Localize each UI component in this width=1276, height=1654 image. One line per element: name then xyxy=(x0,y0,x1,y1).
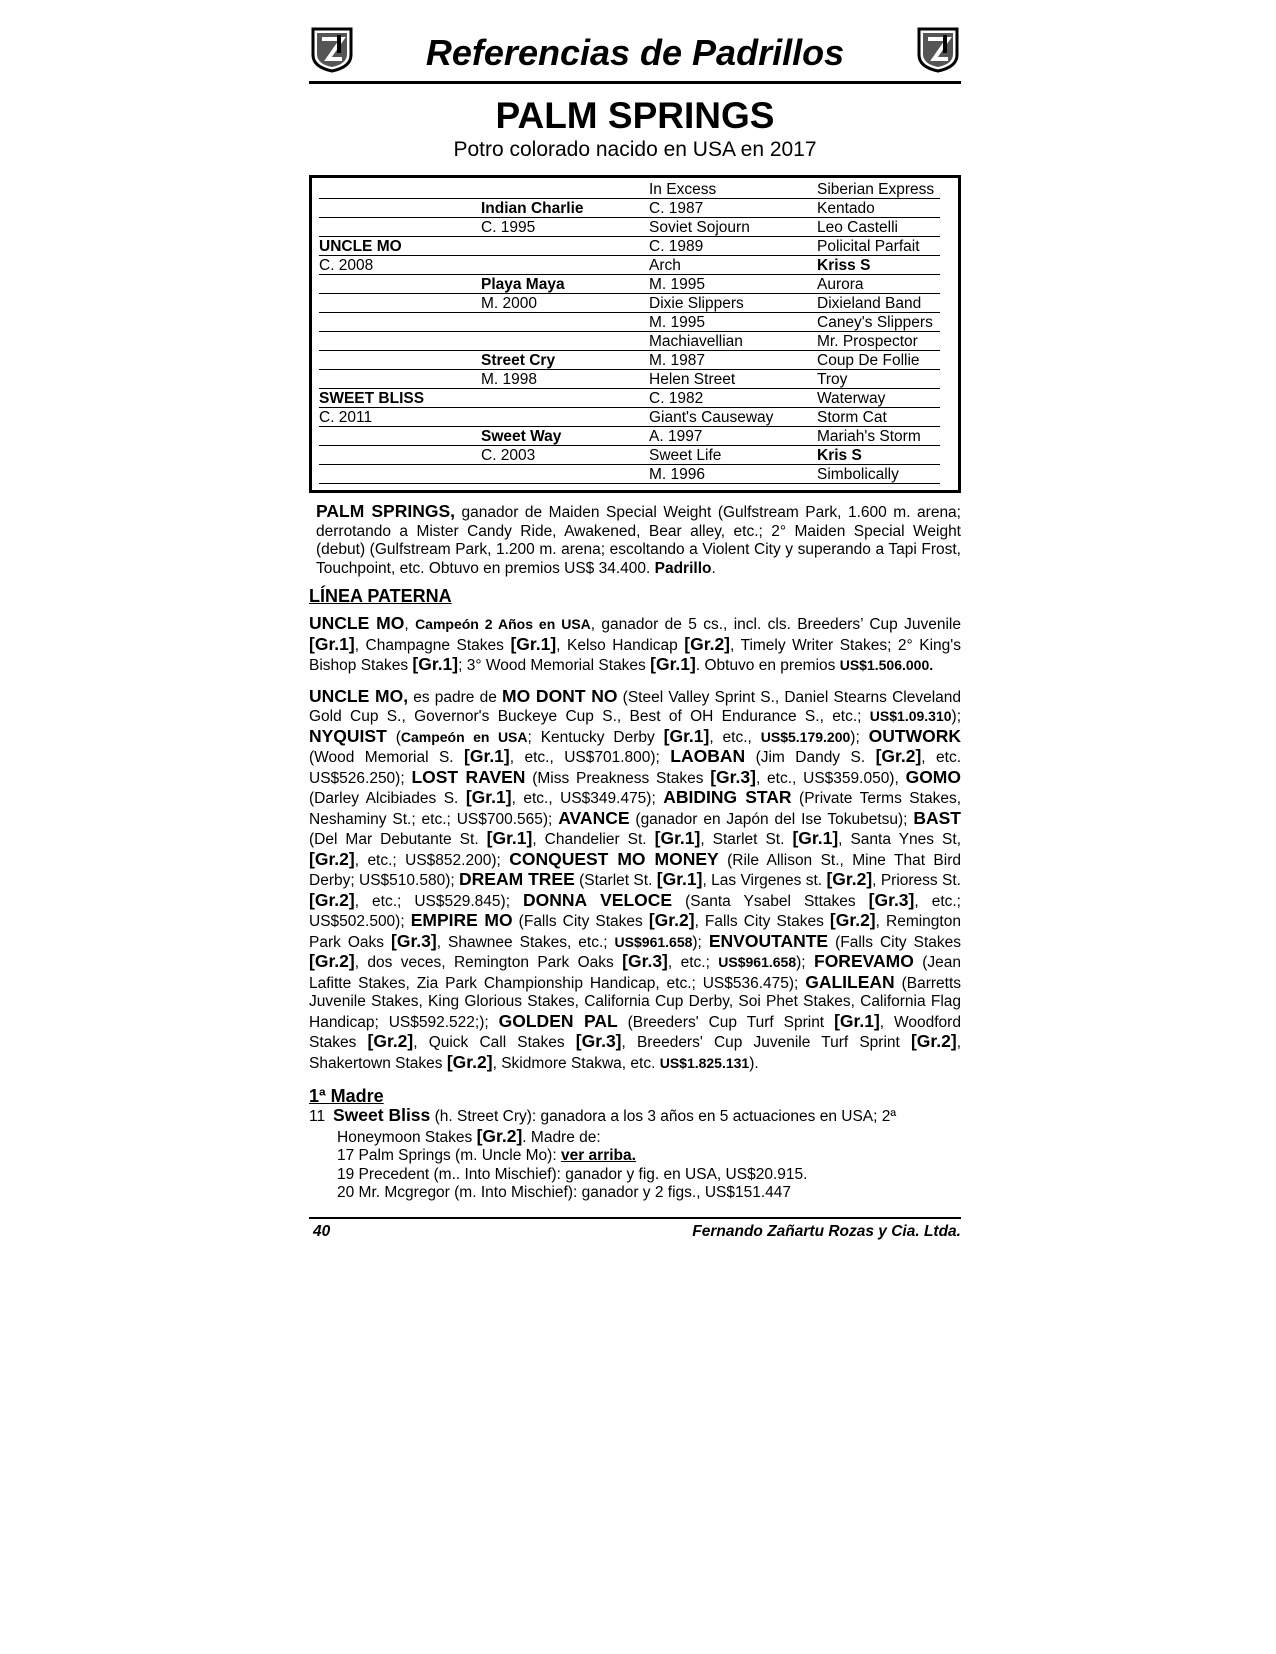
pedigree-row xyxy=(319,313,940,332)
text-run: US$1.825.131 xyxy=(659,1054,750,1071)
text-run: ); xyxy=(951,708,961,725)
horse-name: PALM SPRINGS xyxy=(495,95,775,136)
text-run: US$5.179.200 xyxy=(760,728,851,745)
text-run: ). xyxy=(749,1054,759,1072)
text-run: , etc.; US$502.500); xyxy=(309,892,961,930)
pedigree-table xyxy=(309,175,961,493)
horse-name: UNCLE MO xyxy=(309,613,405,633)
pedigree-cell: Simbolically xyxy=(817,466,940,484)
grade-label: [Gr.2] xyxy=(875,746,922,766)
pedigree-row xyxy=(319,446,940,465)
grade-label: [Gr.3] xyxy=(868,889,915,910)
horse-name: MO DONT NO xyxy=(502,685,618,706)
grade-label: [Gr.1] xyxy=(464,746,510,766)
pedigree-row xyxy=(319,256,940,275)
grade-label: [Gr.2] xyxy=(826,869,873,889)
pedigree-cell: In Excess xyxy=(649,181,817,199)
grade-label: [Gr.1] xyxy=(412,654,459,674)
text-run: (Jim Dandy S. xyxy=(745,749,876,766)
pedigree-cell: Dixieland Band xyxy=(817,295,940,313)
pedigree-cell: M. 1995 xyxy=(649,314,817,332)
text-run: US$1.09.310 xyxy=(869,708,952,724)
pedigree-cell: Siberian Express xyxy=(817,181,940,199)
grade-label: [Gr.2] xyxy=(684,633,731,654)
list-item: 19 Precedent (m.. Into Mischief): ganador y fig. en USA, US$20.915. xyxy=(337,1165,808,1183)
grade-label: [Gr.2] xyxy=(367,1031,414,1051)
intro-horse-name: PALM SPRINGS, xyxy=(316,501,455,521)
pedigree-cell: UNCLE MO xyxy=(319,238,481,256)
grade-label: [Gr.2] xyxy=(309,889,355,910)
madre-line xyxy=(309,1106,961,1127)
pedigree-cell: Kris S xyxy=(817,447,940,465)
text-run: (Private Terms Stakes, Neshaminy St.; etc.; US$700.565); xyxy=(309,790,962,828)
grade-label: [Gr.3] xyxy=(575,1031,622,1051)
grade-label: [Gr.3] xyxy=(710,766,756,787)
intro-paragraph xyxy=(309,502,961,578)
pedigree-cell: Playa Maya xyxy=(481,276,649,294)
text-run: (Rile Allison St., Mine That Bird Derby; US$510.580); xyxy=(309,851,961,889)
horse-name: EMPIRE MO xyxy=(410,910,513,930)
header-title: Referencias de Padrillos xyxy=(425,32,845,73)
grade-label: [Gr.2] xyxy=(309,848,355,869)
pedigree-cell: Helen Street xyxy=(649,371,817,389)
text-run: , Timely Writer Stakes; 2° King's Bishop Stakes xyxy=(309,636,962,674)
madre-line2 xyxy=(309,1127,961,1148)
pedigree-cell: M. 1998 xyxy=(481,371,649,389)
pedigree-cell: C. 1987 xyxy=(649,200,817,218)
paterna-paragraph-2 xyxy=(309,687,961,1074)
pedigree-cell: C. 2003 xyxy=(481,447,649,465)
pedigree-cell: Soviet Sojourn xyxy=(649,219,817,237)
horse-name: UNCLE MO, xyxy=(309,685,409,706)
text-run: (Miss Preakness Stakes xyxy=(525,769,711,787)
text-run: ); xyxy=(850,728,869,746)
text-run: (Del Mar Debutante St. xyxy=(309,831,487,848)
text-run: , dos veces, Remington Park Oaks xyxy=(354,954,623,971)
footer xyxy=(309,1219,961,1241)
intro-end: . xyxy=(711,559,716,577)
pedigree-cell: C. 2008 xyxy=(319,257,481,275)
text-run: (Darley Alcibiades S. xyxy=(309,790,466,807)
page-number: 40 xyxy=(313,1222,331,1240)
pedigree-cell: Mariah's Storm xyxy=(817,428,940,446)
text-run: Campeón en USA xyxy=(400,728,528,745)
grade-label: [Gr.1] xyxy=(792,828,839,848)
pedigree-cell: Mr. Prospector xyxy=(817,333,940,351)
pedigree-row xyxy=(319,427,940,446)
text-run: , Chandelier St. xyxy=(532,831,655,848)
text-run: , etc.; xyxy=(667,954,719,971)
text-run: , ganador de 5 cs., incl. cls. Breeders’ Cup Juvenile xyxy=(590,616,961,633)
pedigree-row xyxy=(319,199,940,218)
grade-label: [Gr.1] xyxy=(650,654,696,674)
text-run: , Champagne Stakes xyxy=(354,636,511,654)
pedigree-cell: Caney's Slippers xyxy=(817,314,940,332)
grade-label: [Gr.1] xyxy=(465,787,512,807)
pedigree-cell: Machiavellian xyxy=(649,333,817,351)
text-run: (Jean Lafitte Stakes, Zia Park Championship Handicap, etc.; US$536.475); xyxy=(309,954,961,992)
text-run: ); xyxy=(796,954,814,971)
pedigree-row xyxy=(319,351,940,370)
text-run: (Wood Memorial S. xyxy=(309,749,465,766)
grade-label: [Gr.1] xyxy=(654,828,701,848)
list-item xyxy=(337,1147,961,1166)
footer-company: Fernando Zañartu Rozas y Cia. Ltda. xyxy=(692,1222,961,1240)
text-run: , etc., US$349.475); xyxy=(511,790,664,807)
text-run: Campeón 2 Años en USA xyxy=(415,616,591,632)
madre-line2b: . Madre de: xyxy=(522,1128,601,1146)
grade-label: [Gr.1] xyxy=(510,633,557,654)
section-heading-madre: 1ª Madre xyxy=(309,1086,384,1106)
header-rule xyxy=(309,81,961,84)
grade-label: [Gr.2] xyxy=(446,1051,493,1072)
pedigree-cell: Arch xyxy=(649,257,817,275)
text-run: US$961.658 xyxy=(718,954,797,970)
text-run: , etc., US$701.800); xyxy=(509,749,671,766)
pedigree-cell: Policital Parfait xyxy=(817,238,940,256)
horse-name: FOREVAMO xyxy=(814,951,914,971)
text-run: , etc., xyxy=(709,728,761,746)
grade-label: [Gr.2] xyxy=(309,951,355,971)
text-run: ; 3° Wood Memorial Stakes xyxy=(458,657,651,674)
text-run: , etc.; US$529.845); xyxy=(354,892,524,910)
text-run: (Falls City Stakes xyxy=(828,933,961,951)
text-run: , Kelso Handicap xyxy=(556,636,685,654)
pedigree-cell: Sweet Life xyxy=(649,447,817,465)
pedigree-row xyxy=(319,275,940,294)
text-run: (Santa Ysabel Sttakes xyxy=(672,892,869,910)
pedigree-cell: Indian Charlie xyxy=(481,200,649,218)
pedigree-cell: Street Cry xyxy=(481,352,649,370)
text-run: ); xyxy=(692,933,709,951)
horse-name: CONQUEST MO MONEY xyxy=(509,848,719,869)
text-run: , Remington Park Oaks xyxy=(309,913,961,951)
text-run: , Shawnee Stakes, etc.; xyxy=(436,933,615,951)
pedigree-row xyxy=(319,180,940,199)
grade-label: [Gr.1] xyxy=(656,869,703,889)
text-run: , Woodford Stakes xyxy=(309,1013,961,1051)
text-run: US$961.658 xyxy=(614,933,693,950)
madre-number: 11 xyxy=(309,1108,326,1125)
text-run: , xyxy=(404,616,416,633)
text-run: (Falls City Stakes xyxy=(512,913,649,930)
text-run: (Steel Valley Sprint S., Daniel Stearns Cleveland Gold Cup S., Governor's Buckeye Cup S., Best of OH Endurance S., etc.; xyxy=(309,688,961,725)
text-run: , Prioress St. xyxy=(872,872,961,889)
text-run: , etc.; US$852.200); xyxy=(354,851,510,869)
text-run: , Breeders' Cup Juvenile Turf Sprint xyxy=(621,1034,911,1051)
pedigree-cell: Troy xyxy=(817,371,940,389)
intro-tail: Padrillo xyxy=(654,559,712,577)
pedigree-row xyxy=(319,294,940,313)
pedigree-row xyxy=(319,237,940,256)
list-item: 20 Mr. Mcgregor (m. Into Mischief): ganador y 2 figs., US$151.447 xyxy=(337,1184,792,1201)
pedigree-cell: Kriss S xyxy=(817,257,940,275)
text-run: ( xyxy=(386,728,401,746)
grade-label: [Gr.2] xyxy=(910,1031,957,1051)
pedigree-cell: C. 1982 xyxy=(649,390,817,408)
madre-line2a: Honeymoon Stakes xyxy=(337,1128,477,1146)
pedigree-cell: Coup De Follie xyxy=(817,352,940,370)
text-run: (Starlet St. xyxy=(574,872,657,889)
logo-emblem-icon xyxy=(915,25,961,73)
text-run: , Shakertown Stakes xyxy=(309,1034,961,1072)
grade-label: [Gr.2] xyxy=(648,910,695,930)
text-run: , Quick Call Stakes xyxy=(413,1034,576,1051)
text-run: (Breeders' Cup Turf Sprint xyxy=(617,1013,835,1031)
horse-name: DONNA VELOCE xyxy=(523,889,673,910)
madre-grade: [Gr.2] xyxy=(476,1125,523,1146)
intro-text: ganador de Maiden Special Weight (Gulfstream Park, 1.600 m. arena; derrotando a Mister Candy Ride, Awakened, Bear alley, etc.; 2° Maiden Special Weight (debut) (Gulfstream Park, 1.200 m. arena; escoltando a Violent City y superando a Tapi Frost, Touchpoint, etc. Obtuvo en premios US$ 34.400. xyxy=(316,504,961,577)
pedigree-cell: Aurora xyxy=(817,276,940,294)
pedigree-cell: A. 1997 xyxy=(649,428,817,446)
pedigree-cell: SWEET BLISS xyxy=(319,390,481,408)
grade-label: [Gr.1] xyxy=(309,633,355,654)
header xyxy=(309,20,961,82)
horse-name: NYQUIST xyxy=(309,725,387,746)
pedigree-cell: M. 2000 xyxy=(481,295,649,313)
grade-label: [Gr.3] xyxy=(391,930,437,951)
horse-name: OUTWORK xyxy=(868,725,962,746)
text-run: (ganador en Japón del Ise Tokubetsu); xyxy=(629,810,914,828)
horse-name: AVANCE xyxy=(558,807,630,828)
ver-arriba-link[interactable]: ver arriba. xyxy=(560,1147,636,1164)
madre-line1: (h. Street Cry): ganadora a los 3 años en 5 actuaciones en USA; 2ª xyxy=(430,1108,897,1125)
text-run: es padre de xyxy=(408,688,503,706)
grade-label: [Gr.1] xyxy=(834,1010,880,1031)
grade-label: [Gr.1] xyxy=(663,725,710,746)
kid1-text: 17 Palm Springs (m. Uncle Mo): xyxy=(337,1147,561,1164)
text-run: , Skidmore Stakwa, etc. xyxy=(492,1054,660,1072)
text-run: , etc. US$526.250); xyxy=(309,749,961,787)
grade-label: [Gr.1] xyxy=(486,828,533,848)
madre-name: Sweet Bliss xyxy=(333,1105,431,1125)
text-run: , Las Virgenes st. xyxy=(702,872,827,889)
pedigree-cell: Waterway xyxy=(817,390,940,408)
pedigree-row xyxy=(319,465,940,484)
text-run: , Santa Ynes St, xyxy=(838,831,961,848)
pedigree-cell: Kentado xyxy=(817,200,940,218)
text-run: , Starlet St. xyxy=(700,831,793,848)
madre-offspring xyxy=(309,1147,961,1203)
grade-label: [Gr.2] xyxy=(829,910,876,930)
pedigree-cell: Sweet Way xyxy=(481,428,649,446)
pedigree-cell: C. 1995 xyxy=(481,219,649,237)
pedigree-row xyxy=(319,218,940,237)
pedigree-cell: M. 1996 xyxy=(649,466,817,484)
horse-name: LAOBAN xyxy=(670,746,746,766)
text-run: ; Kentucky Derby xyxy=(527,728,664,746)
pedigree-cell: M. 1995 xyxy=(649,276,817,294)
horse-name: ENVOUTANTE xyxy=(708,930,829,951)
pedigree-cell: Storm Cat xyxy=(817,409,940,427)
section-heading-paterna: LÍNEA PATERNA xyxy=(309,586,452,606)
pedigree-cell: Leo Castelli xyxy=(817,219,940,237)
paterna-paragraph-1 xyxy=(309,614,961,676)
text-run: (Barretts Juvenile Stakes, King Glorious Stakes, California Cup Derby, Soi Phet Stakes, California Flag Handicap; US$592.522;); xyxy=(309,974,962,1031)
pedigree-cell: Dixie Slippers xyxy=(649,295,817,313)
pedigree-cell: M. 1987 xyxy=(649,352,817,370)
horse-name: LOST RAVEN xyxy=(411,766,526,787)
text-run: US$1.506.000. xyxy=(839,657,934,673)
pedigree-row xyxy=(319,389,940,408)
horse-name: BAST xyxy=(913,807,961,828)
pedigree-cell xyxy=(319,483,481,484)
horse-name: ABIDING STAR xyxy=(663,787,792,807)
text-run: , etc., US$359.050), xyxy=(755,769,906,787)
pedigree-row xyxy=(319,370,940,389)
grade-label: [Gr.3] xyxy=(622,951,668,971)
pedigree-row xyxy=(319,332,940,351)
pedigree-cell: C. 1989 xyxy=(649,238,817,256)
horse-subtitle: Potro colorado nacido en USA en 2017 xyxy=(453,138,817,161)
pedigree-cell: C. 2011 xyxy=(319,409,481,427)
text-run: . Obtuvo en premios xyxy=(695,657,840,674)
text-run: , Falls City Stakes xyxy=(694,913,830,930)
horse-name: GOMO xyxy=(905,766,961,787)
pedigree-cell: Giant's Causeway xyxy=(649,409,817,427)
pedigree-row xyxy=(319,408,940,427)
page xyxy=(309,20,961,1241)
pedigree-cell xyxy=(481,483,649,484)
horse-name: GALILEAN xyxy=(805,971,895,992)
horse-name: GOLDEN PAL xyxy=(498,1010,618,1031)
horse-name: DREAM TREE xyxy=(459,869,575,889)
